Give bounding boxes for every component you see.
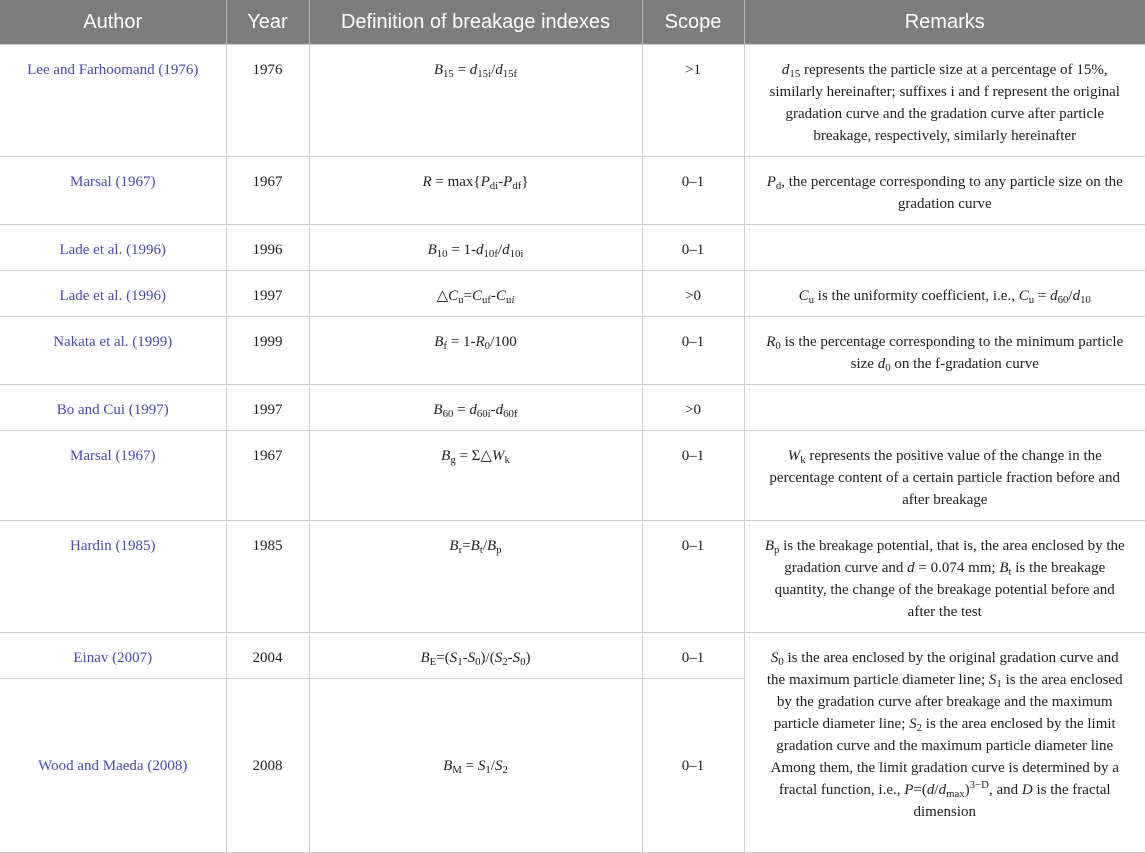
author-link[interactable]: Lade et al. (1996) [59,242,167,258]
author-link[interactable]: Lade et al. (1996) [59,288,167,304]
remarks-cell: $W_k$ represents the positive value of the change in the percentage content of a certain particle fraction before and after breakage [744,431,1145,521]
scope-cell: 0–1 [642,225,744,271]
scope-cell: 0–1 [642,679,744,853]
definition-cell: $B_f = 1-R_0/100$ [309,317,642,385]
remarks-cell [744,385,1145,431]
author-link[interactable]: Hardin (1985) [70,538,156,554]
table-row [0,633,1145,679]
table-row [0,385,1145,431]
year-cell: 1976 [226,45,309,157]
definition-cell: $B_{10} = 1-d_{10f}/d_{10i}$ [309,225,642,271]
author-link[interactable]: Einav (2007) [73,650,153,666]
author-cell [0,679,226,853]
year-cell: 1967 [226,157,309,225]
scope-cell: 0–1 [642,431,744,521]
year-cell: 1999 [226,317,309,385]
definition-cell: $B_{15} = d_{15i}/d_{15f}$ [309,45,642,157]
author-cell [0,225,226,271]
author-link[interactable]: Bo and Cui (1997) [56,402,169,418]
table-body [0,45,1145,853]
scope-cell: >1 [642,45,744,157]
table-row [0,157,1145,225]
definition-cell: $B_E=(S_1-S_0)/(S_2-S_0)$ [309,633,642,679]
author-link[interactable]: Wood and Maeda (2008) [38,757,188,774]
scope-cell: >0 [642,385,744,431]
year-cell: 2004 [226,633,309,679]
author-link[interactable]: Lee and Farhoomand (1976) [27,62,199,78]
definition-cell: $\triangle C_u=C_{uf}-C_{ui}$ [309,271,642,317]
author-link[interactable]: Marsal (1967) [70,448,156,464]
remarks-cell [744,225,1145,271]
definition-cell: $B_g$ = $\Sigma\triangle W_k$ [309,431,642,521]
author-cell [0,431,226,521]
header-year: Year [226,0,309,45]
author-link[interactable]: Nakata et al. (1999) [53,334,173,350]
year-cell: 1996 [226,225,309,271]
definition-cell: $B_r=B_t/B_p$ [309,521,642,633]
author-link[interactable]: Marsal (1967) [70,174,156,190]
header-definition: Definition of breakage indexes [309,0,642,45]
year-cell: 1985 [226,521,309,633]
scope-cell: 0–1 [642,521,744,633]
header-scope: Scope [642,0,744,45]
author-cell [0,633,226,679]
remarks-cell: $P_d$, the percentage corresponding to any particle size on the gradation curve [744,157,1145,225]
author-cell [0,157,226,225]
remarks-cell: $C_u$ is the uniformity coefficient, i.e., $C_u = d_{60}/d_{10}$ [744,271,1145,317]
definition-cell: $R = \max\{P_{di}-P_{df}\}$ [309,157,642,225]
scope-cell: 0–1 [642,633,744,679]
year-cell: 1997 [226,385,309,431]
header-remarks: Remarks [744,0,1145,45]
author-cell [0,317,226,385]
scope-cell: 0–1 [642,157,744,225]
remarks-cell: $d_{15}$ represents the particle size at a percentage of 15%, similarly hereinafter; suffixes i and f represent the original gradation curve and the gradation curve after particle breakage, respectively, similarly hereinafter [744,45,1145,157]
header-author: Author [0,0,226,45]
table-row [0,271,1145,317]
definition-cell: $B_M = S_1/S_2$ [309,679,642,853]
year-cell: 1967 [226,431,309,521]
author-cell [0,271,226,317]
author-cell [0,521,226,633]
scope-cell: 0–1 [642,317,744,385]
year-cell: 2008 [226,679,309,853]
header-row [0,0,1145,45]
author-cell [0,45,226,157]
author-cell [0,385,226,431]
table-row [0,431,1145,521]
remarks-cell: $R_0$ is the percentage corresponding to the minimum particle size $d_0$ on the f-gradation curve [744,317,1145,385]
table-header [0,0,1145,45]
table-row [0,317,1145,385]
remarks-cell: $S_0$ is the area enclosed by the original gradation curve and the maximum particle diameter line; $S_1$ is the area enclosed by the gradation curve after breakage and the maximum particle diameter line; $S_2$ is the area enclosed by the limit gradation curve and the maximum particle diameter line Among them, the limit gradation curve is determined by a fractal function, i.e., $P=(d/d_{max})^{3-D}$, and D is the fractal dimension [744,633,1145,853]
table-row [0,45,1145,157]
scope-cell: >0 [642,271,744,317]
remarks-cell: $B_p$ is the breakage potential, that is, the area enclosed by the gradation curve and d = 0.074 mm; $B_t$ is the breakage quantity, the change of the breakage potential before and after the test [744,521,1145,633]
table-row [0,225,1145,271]
year-cell: 1997 [226,271,309,317]
table-row [0,521,1145,633]
definition-cell: $B_{60} = d_{60i}-d_{60f}$ [309,385,642,431]
